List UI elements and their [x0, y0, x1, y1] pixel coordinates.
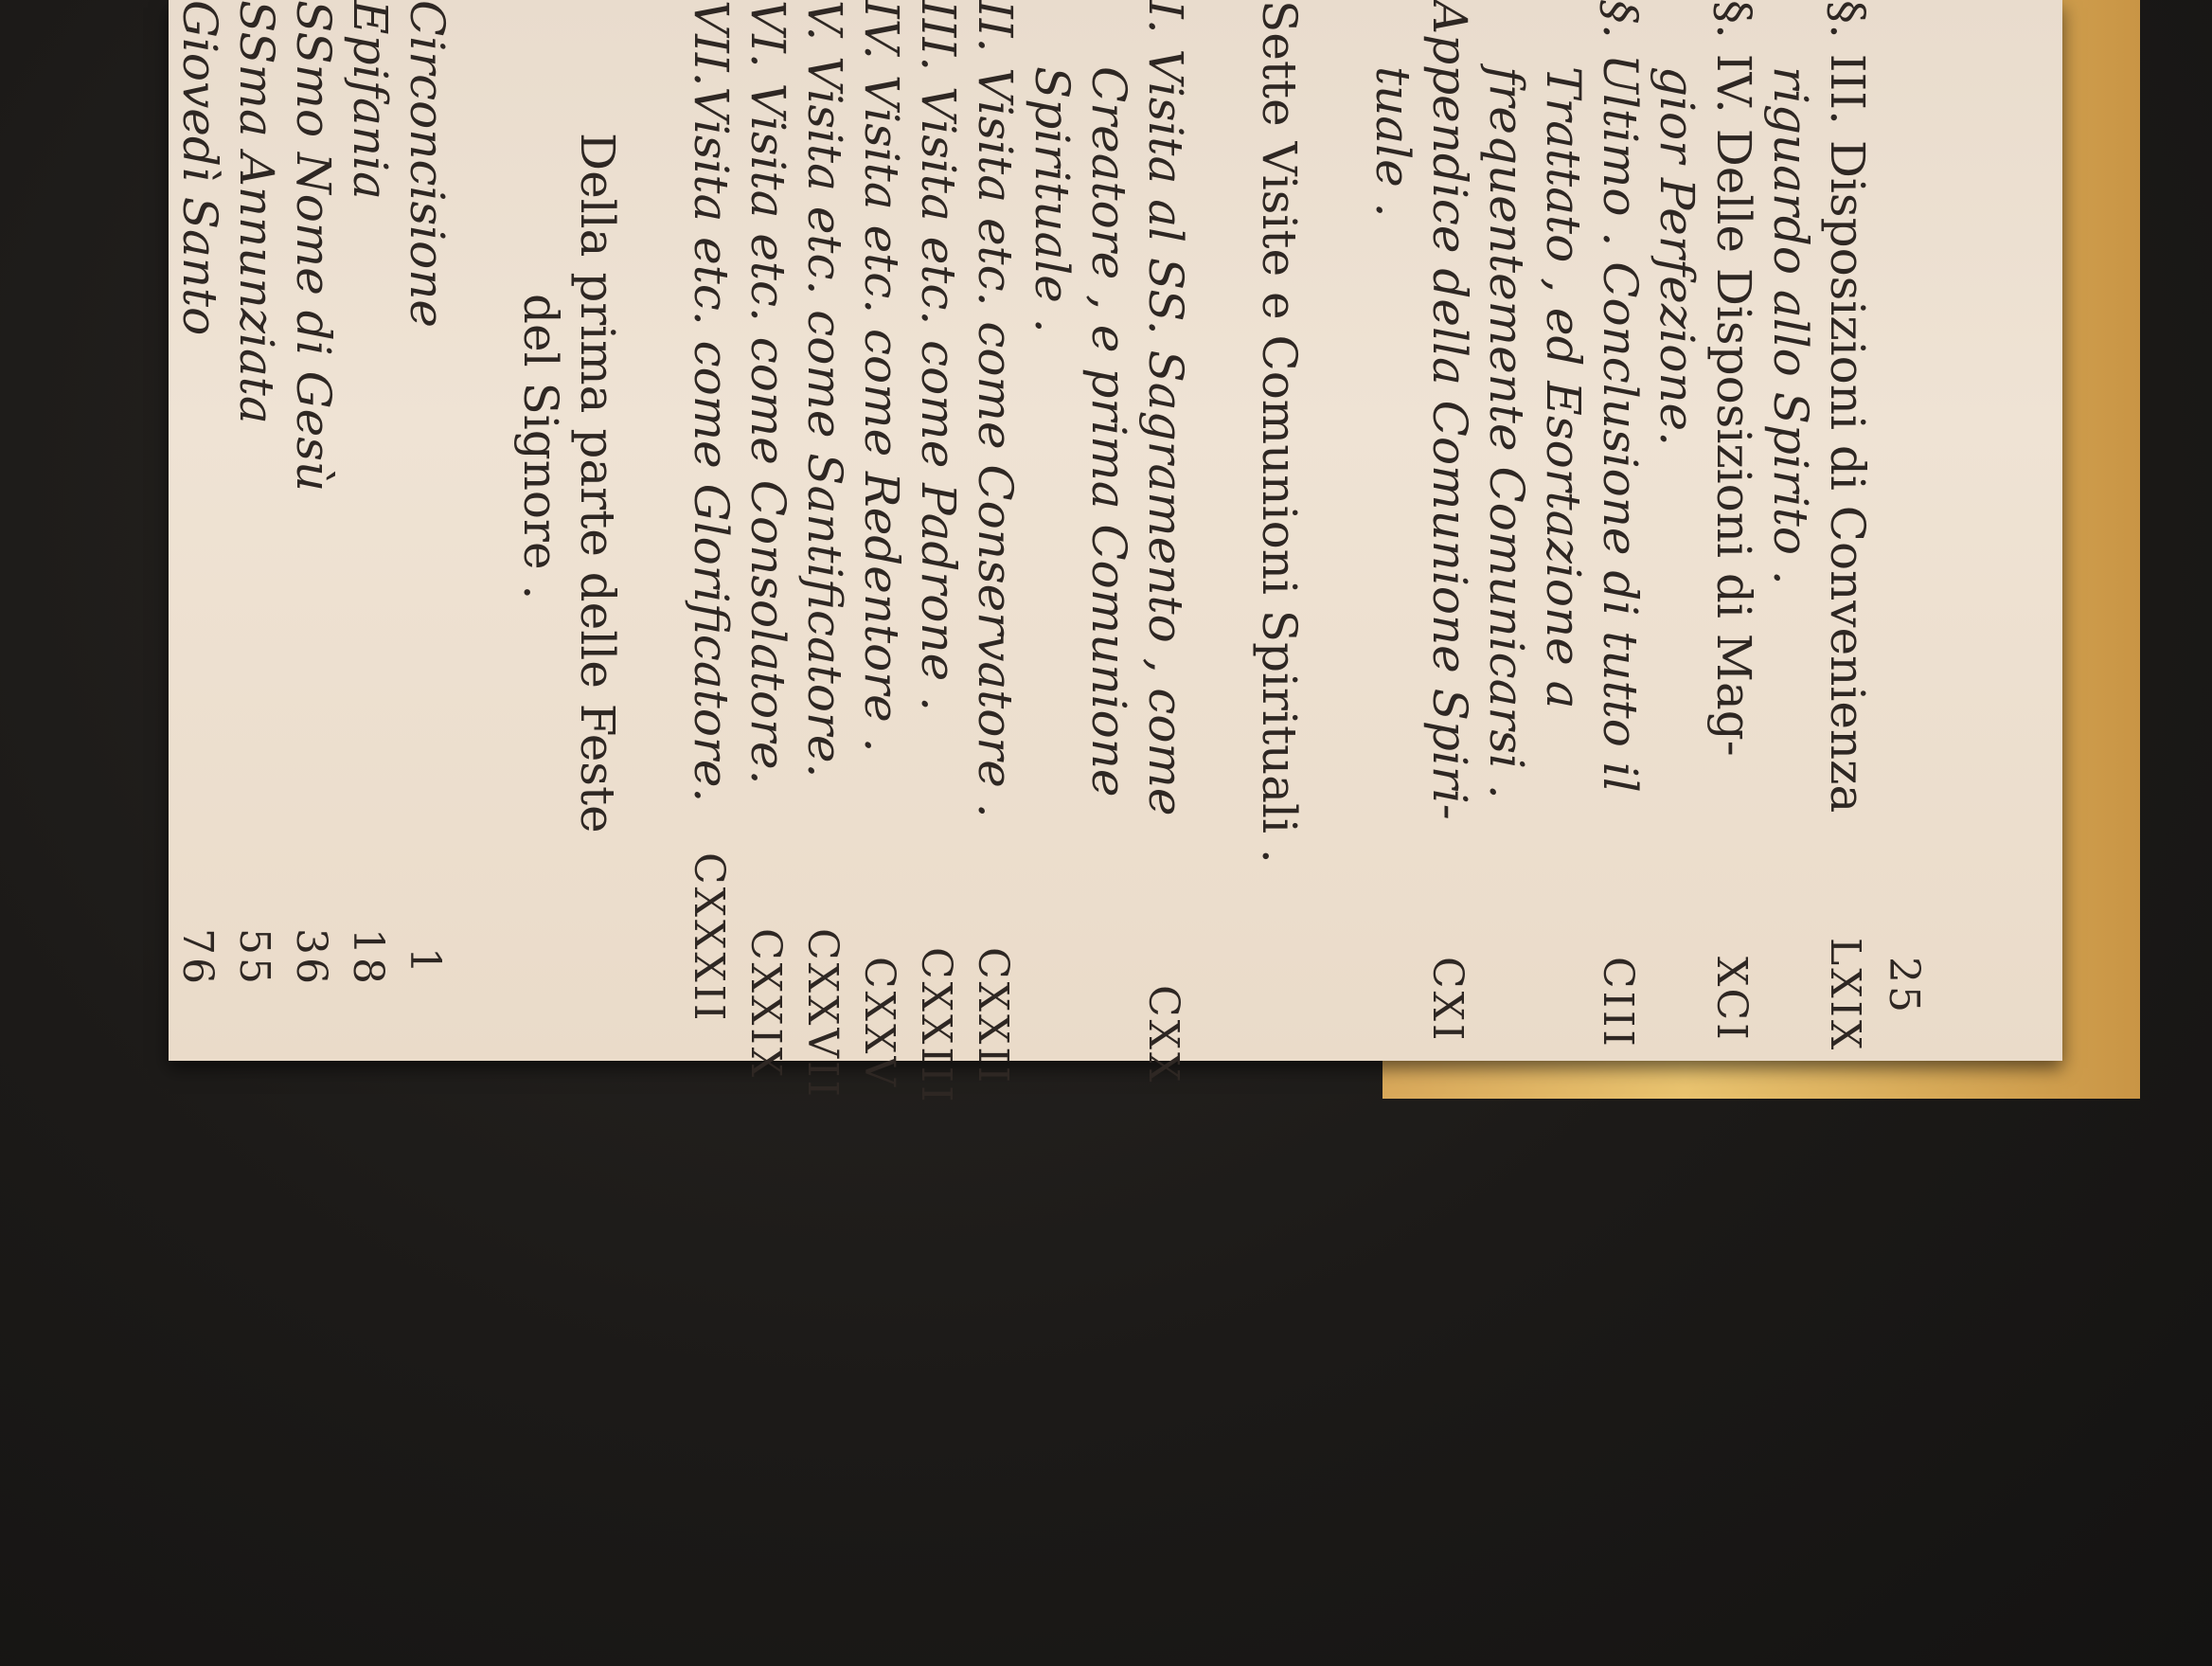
page-ref-1: LXIX	[1821, 938, 1869, 1053]
page-ref-18: CXXIX	[741, 928, 790, 1081]
page-number: 25	[1880, 957, 1928, 1015]
page-ref-19: CXXXII	[685, 852, 733, 1024]
page-ref-15: CXXIII	[912, 947, 960, 1105]
page-ref-3: XCI	[1707, 957, 1756, 1043]
page-ref-24: 36	[287, 928, 335, 987]
line-13: Spirituale .	[1025, 66, 1079, 333]
page-ref-5: CIII	[1594, 957, 1642, 1049]
line-26: Giovedì Santo	[172, 0, 227, 336]
line-3: §. IV. Delle Disposizioni di Mag-	[1706, 0, 1761, 757]
page-ref-26: 76	[173, 928, 222, 987]
page-ref-22: 1	[401, 947, 449, 976]
index-text	[129, 0, 1928, 1105]
line-2: riguardo allo Spirito .	[1763, 66, 1818, 585]
page-ref-11: CXX	[1139, 985, 1187, 1085]
page-ref-8: CXI	[1423, 957, 1472, 1044]
page-ref-25: 55	[230, 928, 278, 987]
line-24: SSmo Nome di Gesù	[286, 0, 341, 493]
line-18: VI. Visita etc. come Consolatore.	[740, 0, 795, 785]
line-7: frequentemente Comunicarsi .	[1479, 66, 1534, 799]
line-1: §. III. Disposizioni di Convenienza	[1820, 0, 1875, 814]
line-15: III. Visita etc. come Padrone .	[911, 0, 966, 711]
section-heading-feste: Della prima parte delle Feste	[570, 133, 625, 833]
page-ref-14: CXXII	[969, 947, 1017, 1086]
line-23: Epifania	[343, 0, 398, 200]
line-22: Circoncisione	[400, 0, 455, 328]
line-25: SSma Annunziata	[229, 0, 284, 424]
line-14: II. Visita etc. come Conservatore .	[968, 0, 1023, 818]
section-heading-visite: Sette Visite e Comunioni Spirituali .	[1252, 0, 1307, 864]
page-ref-23: 18	[344, 928, 392, 987]
page-ref-16: CXXV	[855, 957, 903, 1090]
page-ref-17: CXXVII	[798, 928, 847, 1100]
line-17: V. Visita etc. come Santificatore.	[797, 0, 852, 779]
line-9: tuale .	[1365, 66, 1420, 218]
section-heading-feste-2: del Signore .	[513, 294, 568, 600]
line-12: Creatore , e prima Comunione	[1081, 66, 1136, 797]
line-5: §. Ultimo . Conclusione di tutto il	[1593, 0, 1648, 793]
line-8: Appendice della Comunione Spiri-	[1422, 0, 1477, 820]
line-19: VII.Visita etc. come Glorificatore.	[684, 0, 739, 803]
line-6: Trattato , ed Esortazione a	[1536, 66, 1591, 709]
line-16: IV. Visita etc. come Redentore .	[854, 0, 909, 753]
line-4: gior Perfezione.	[1650, 66, 1704, 447]
line-11: I. Visita al SS. Sagramento , come	[1138, 0, 1193, 816]
